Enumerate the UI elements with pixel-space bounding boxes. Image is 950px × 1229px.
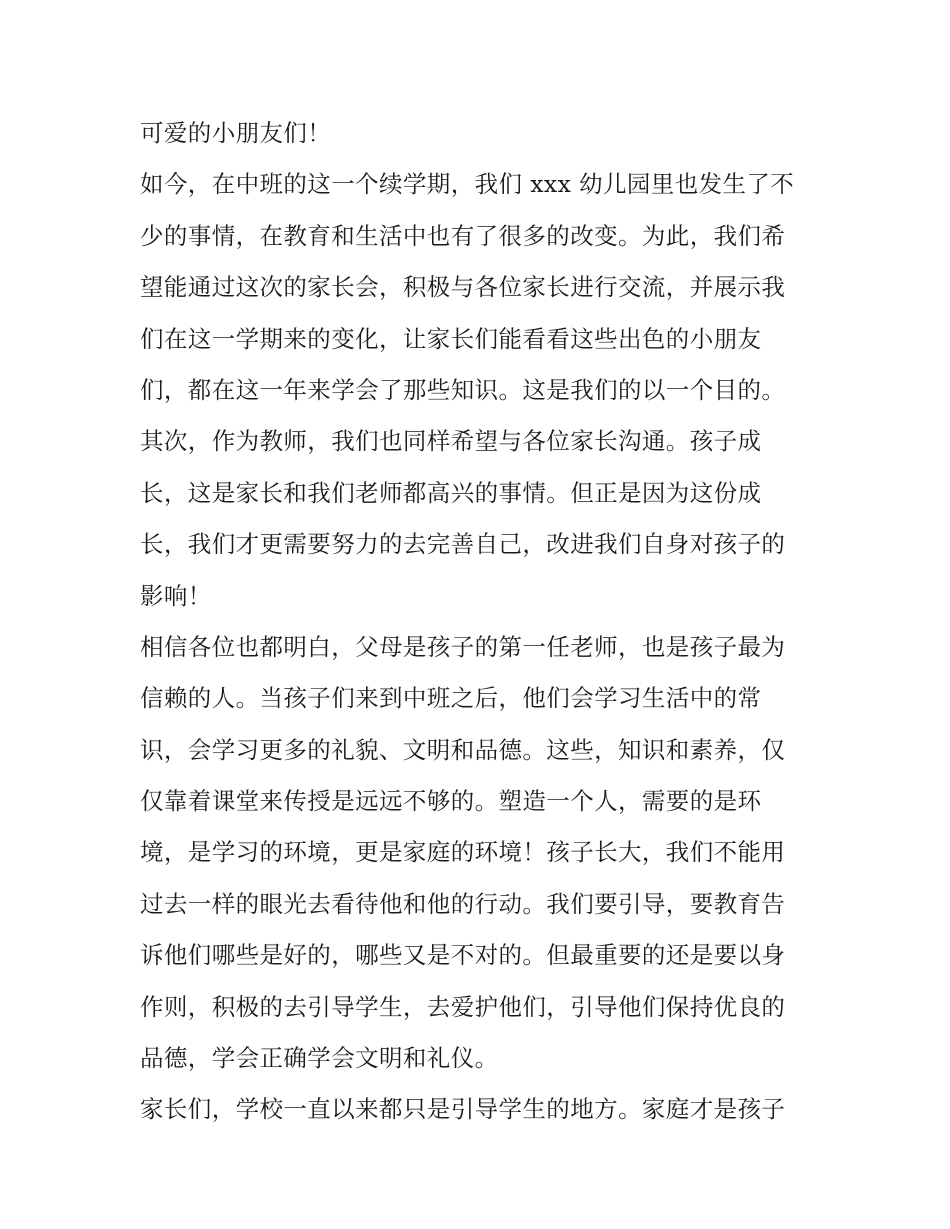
- text-line: 仅靠着课堂来传授是远远不够的。塑造一个人，需要的是环: [140, 787, 762, 816]
- text-line: 其次，作为教师，我们也同样希望与各位家长沟通。孩子成: [140, 427, 762, 456]
- text-line: 过去一样的眼光去看待他和他的行动。我们要引导，要教育告: [140, 889, 786, 918]
- text-line: 识，会学习更多的礼貌、文明和品德。这些，知识和素养，仅: [140, 735, 786, 764]
- text-line: 品德，学会正确学会文明和礼仪。: [140, 1044, 499, 1073]
- text-line: 相信各位也都明白，父母是孩子的第一任老师，也是孩子最为: [140, 632, 786, 661]
- document-body: [140, 108, 812, 1136]
- text-line: 作则，积极的去引导学生，去爱护他们，引导他们保持优良的: [140, 992, 786, 1021]
- text-line: 信赖的人。当孩子们来到中班之后，他们会学习生活中的常: [140, 684, 762, 713]
- text-line: 如今，在中班的这一个续学期，我们 xxx 幼儿园里也发生了不: [140, 170, 795, 199]
- text-line: 望能通过这次的家长会，积极与各位家长进行交流，并展示我: [140, 273, 786, 302]
- text-line: 家长们，学校一直以来都只是引导学生的地方。家庭才是孩子: [140, 1095, 786, 1124]
- text-line: 境，是学习的环境，更是家庭的环境！孩子长大，我们不能用: [140, 838, 786, 867]
- text-line: 可爱的小朋友们！: [140, 119, 332, 147]
- text-line: 们，都在这一年来学会了那些知识。这是我们的以一个目的。: [140, 375, 786, 404]
- text-line: 们在这一学期来的变化，让家长们能看看这些出色的小朋友: [140, 324, 762, 353]
- text-line: 诉他们哪些是好的，哪些又是不对的。但最重要的还是要以身: [140, 941, 786, 970]
- text-line: 长，我们才更需要努力的去完善自己，改进我们自身对孩子的: [140, 530, 786, 559]
- text-line: 少的事情，在教育和生活中也有了很多的改变。为此，我们希: [140, 221, 786, 250]
- text-line: 长，这是家长和我们老师都高兴的事情。但正是因为这份成: [140, 478, 762, 507]
- text-line: 影响！: [140, 581, 212, 610]
